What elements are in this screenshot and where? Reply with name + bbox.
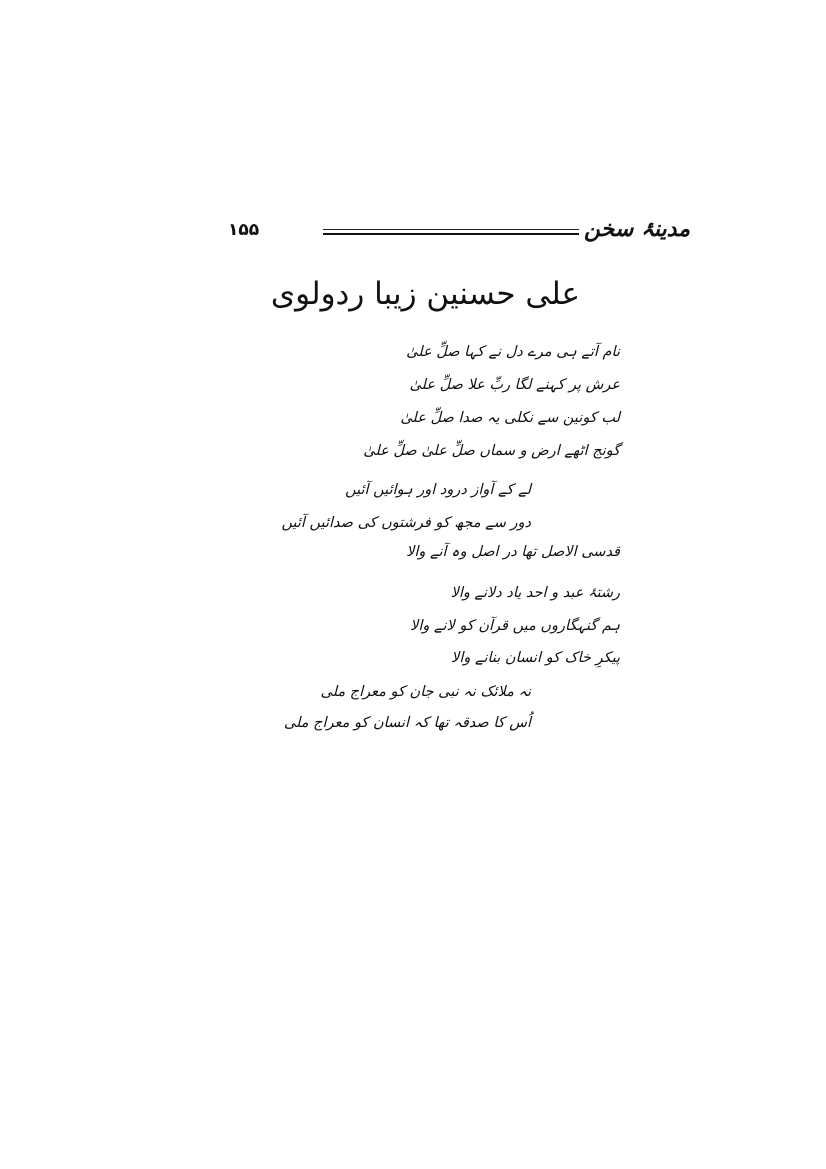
verse-line: دور سے مجھ کو فرشتوں کی صدائیں آئیں <box>281 515 531 531</box>
verse-line: نہ ملائک نہ نبی جان کو معراج ملی <box>320 684 531 700</box>
verse-line: عرش پر کہنے لگا ربِّ علا صلِّ علیٰ <box>409 377 620 393</box>
verse-line: رشتۂ عبد و احد یاد دلانے والا <box>450 585 620 601</box>
verse-line: اُس کا صدقہ تھا کہ انسان کو معراج ملی <box>283 715 531 731</box>
verse-line: پیکرِ خاک کو انسان بنانے والا <box>451 650 620 666</box>
header-rule-thick <box>323 233 579 235</box>
verse-line: لب کونین سے نکلی یہ صدا صلِّ علیٰ <box>400 410 620 426</box>
header-rule-thin <box>323 229 579 230</box>
poem-title: علی حسنین زیبا ردولوی <box>270 276 580 312</box>
verse-line: نام آتے ہی مرے دل نے کہا صلِّ علیٰ <box>406 344 620 360</box>
page-number: ۱۵۵ <box>228 220 260 240</box>
verse-line: قدسی الاصل تھا در اصل وہ آنے والا <box>406 544 620 560</box>
verse-line: ہم گنہگاروں میں قرآن کو لانے والا <box>410 618 620 634</box>
verse-line: لے کے آواز درود اور ہوائیں آئیں <box>345 482 531 498</box>
running-header-book-title: مدینۂ سخن <box>583 217 690 242</box>
verse-line: گونج اٹھے ارض و سماں صلِّ علیٰ صلِّ علیٰ <box>363 443 620 459</box>
